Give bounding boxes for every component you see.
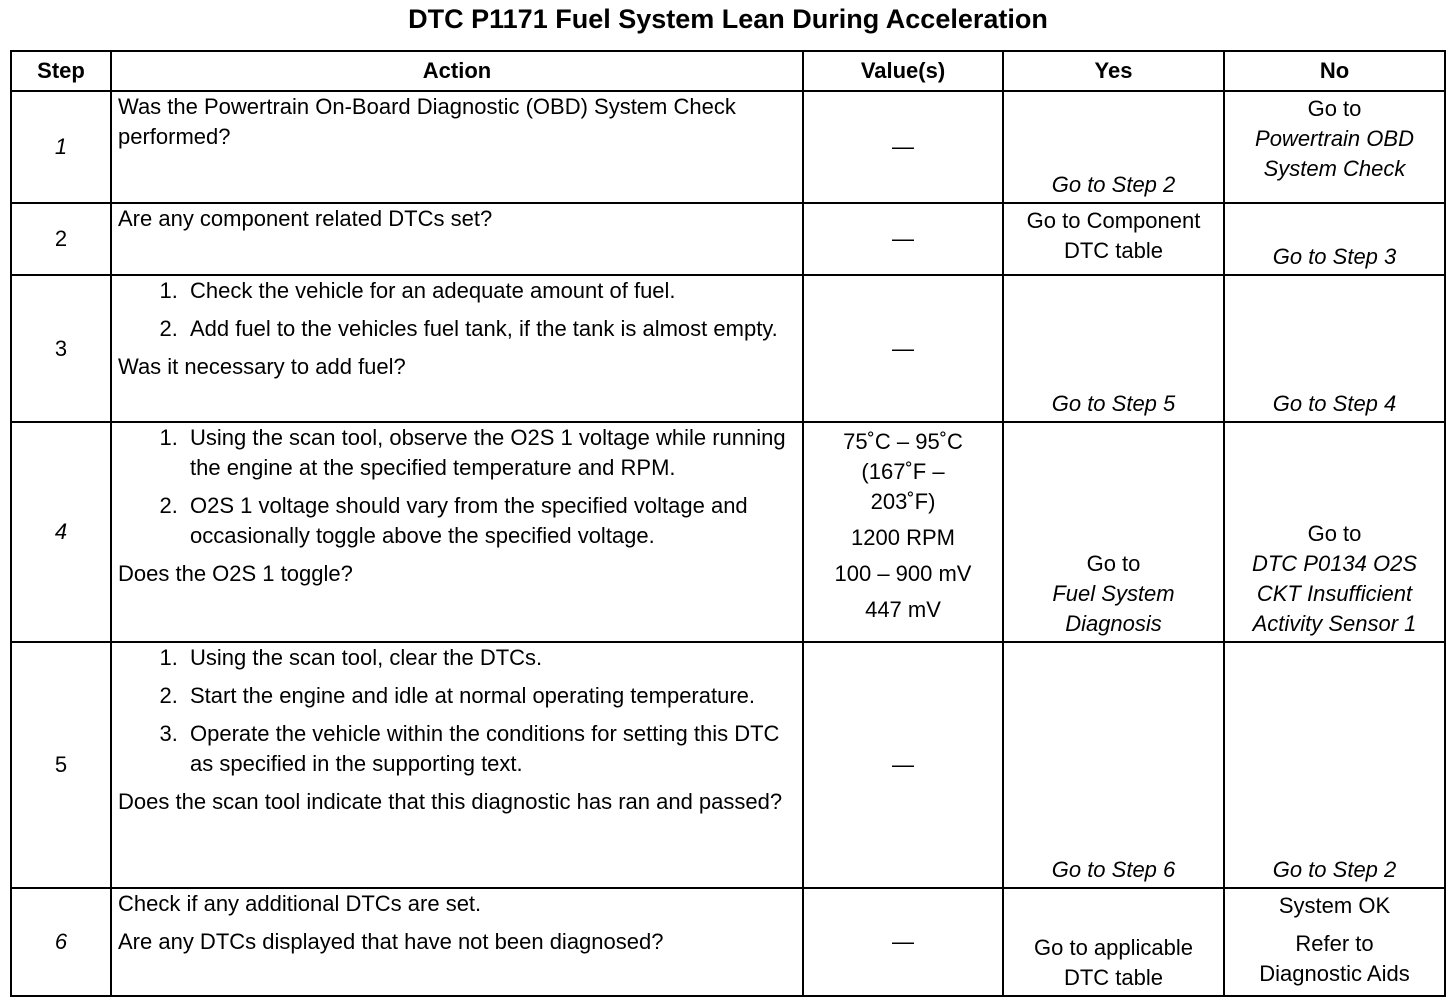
yes-cell (1003, 203, 1224, 275)
no-link[interactable]: CKT Insufficient (1256, 581, 1413, 606)
action-cell (111, 91, 803, 203)
header-step: Step (11, 51, 111, 91)
value-temperature: 75˚C – 95˚C (843, 429, 963, 454)
action-steps (118, 276, 796, 344)
no-link[interactable]: System Check (1263, 156, 1406, 181)
table-row (11, 275, 1445, 422)
no-link[interactable]: Powertrain OBD (1255, 126, 1414, 151)
action-question: Are any DTCs displayed that have not been diagnosed? (118, 929, 664, 954)
table-row (11, 642, 1445, 888)
action-cell (111, 275, 803, 422)
step-cell: 1 (11, 91, 111, 203)
header-row (11, 51, 1445, 91)
no-cell (1224, 275, 1445, 422)
value-voltage-range: 100 – 900 mV (834, 561, 972, 586)
value-rpm: 1200 RPM (851, 525, 955, 550)
no-cell (1224, 422, 1445, 642)
action-step: 2. Add fuel to the vehicles fuel tank, if the tank is almost empty. (184, 314, 796, 344)
yes-text: DTC table (1063, 238, 1164, 263)
table-row (11, 888, 1445, 996)
value-voltage: 447 mV (865, 597, 941, 622)
value-cell: — (803, 642, 1003, 888)
step-cell: 4 (11, 422, 111, 642)
header-action: Action (111, 51, 803, 91)
yes-cell (1003, 642, 1224, 888)
action-line: Check if any additional DTCs are set. (118, 891, 482, 916)
value-temperature-f: 203˚F) (870, 489, 936, 514)
action-step: 1. Using the scan tool, clear the DTCs. (184, 643, 796, 673)
yes-text: Go to applicable (1034, 935, 1193, 960)
step-cell: 5 (11, 642, 111, 888)
yes-text: DTC table (1063, 965, 1164, 990)
no-link[interactable]: Go to Step 4 (1272, 391, 1397, 416)
yes-cell (1003, 888, 1224, 996)
no-text: System OK (1278, 893, 1391, 918)
action-step: 3. Operate the vehicle within the conditions for setting this DTC as specified in the supporting text. (184, 719, 796, 779)
no-link[interactable]: DTC P0134 O2S (1251, 551, 1418, 576)
value-cell: — (803, 203, 1003, 275)
no-link[interactable]: Activity Sensor 1 (1252, 611, 1417, 636)
yes-link[interactable]: Go to Step 6 (1051, 857, 1176, 882)
action-question: Are any component related DTCs set? (118, 206, 493, 231)
table-row (11, 203, 1445, 275)
yes-text: Go to (1086, 551, 1141, 576)
dtc-table (10, 50, 1446, 997)
action-steps (118, 423, 796, 551)
yes-link[interactable]: Go to Step 2 (1051, 172, 1176, 197)
header-yes: Yes (1003, 51, 1224, 91)
no-cell (1224, 642, 1445, 888)
page-title: DTC P1171 Fuel System Lean During Acceleration (408, 4, 1048, 34)
table-row (11, 422, 1445, 642)
action-question: Was it necessary to add fuel? (118, 354, 406, 379)
no-link[interactable]: Go to Step 2 (1272, 857, 1397, 882)
action-step: 1. Check the vehicle for an adequate amount of fuel. (184, 276, 796, 306)
step-cell: 6 (11, 888, 111, 996)
action-question: Does the O2S 1 toggle? (118, 561, 353, 586)
action-step: 1. Using the scan tool, observe the O2S 1 voltage while running the engine at the specified temperature and RPM. (184, 423, 796, 483)
value-cell (803, 422, 1003, 642)
action-steps (118, 643, 796, 779)
value-cell: — (803, 91, 1003, 203)
action-cell (111, 642, 803, 888)
action-question: Does the scan tool indicate that this diagnostic has ran and passed? (118, 789, 783, 814)
yes-cell (1003, 422, 1224, 642)
value-cell: — (803, 888, 1003, 996)
no-cell (1224, 91, 1445, 203)
step-cell: 3 (11, 275, 111, 422)
no-text: Go to (1307, 521, 1362, 546)
no-cell (1224, 203, 1445, 275)
value-temperature-f: (167˚F – (861, 459, 945, 484)
no-link[interactable]: Go to Step 3 (1272, 244, 1397, 269)
no-cell (1224, 888, 1445, 996)
header-value: Value(s) (803, 51, 1003, 91)
action-cell (111, 888, 803, 996)
action-question: Was the Powertrain On-Board Diagnostic (OBD) System Check performed? (118, 94, 736, 149)
action-step: 2. O2S 1 voltage should vary from the specified voltage and occasionally toggle above the specified voltage. (184, 491, 796, 551)
table-row (11, 91, 1445, 203)
yes-cell (1003, 91, 1224, 203)
action-cell (111, 203, 803, 275)
no-text: Refer to (1295, 931, 1374, 956)
no-text: Diagnostic Aids (1259, 961, 1410, 986)
action-step: 2. Start the engine and idle at normal operating temperature. (184, 681, 796, 711)
step-cell: 2 (11, 203, 111, 275)
header-no: No (1224, 51, 1445, 91)
yes-link[interactable]: Fuel System (1052, 581, 1175, 606)
value-cell: — (803, 275, 1003, 422)
yes-link[interactable]: Go to Step 5 (1051, 391, 1176, 416)
no-text: Go to (1307, 96, 1362, 121)
action-cell (111, 422, 803, 642)
yes-link[interactable]: Diagnosis (1065, 611, 1162, 636)
yes-text: Go to Component (1026, 208, 1201, 233)
yes-cell (1003, 275, 1224, 422)
